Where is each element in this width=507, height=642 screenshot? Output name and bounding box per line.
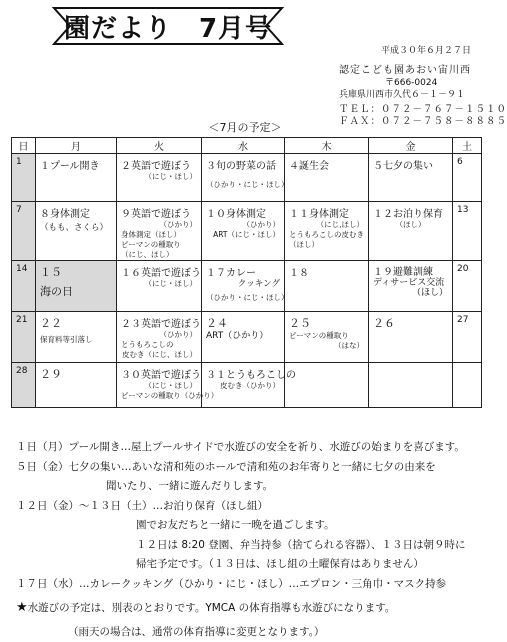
cell-tue xyxy=(117,363,202,408)
cell-wed xyxy=(202,261,285,312)
cell-sun xyxy=(12,312,36,363)
day-number: １５ xyxy=(36,261,116,280)
day-number: 28 xyxy=(12,363,35,379)
cell-tue xyxy=(117,312,202,363)
title-banner xyxy=(52,6,284,46)
header-thu: 木 xyxy=(285,138,369,154)
note-text: 水遊びの予定は、別表のとおりです。YMCA の体育指導も水遊びになります。 xyxy=(28,602,396,614)
event-text: １プール開き xyxy=(36,154,116,172)
day-number: 7 xyxy=(12,202,35,218)
note-line: ５日（金）七夕の集い…あいな清和苑のホールで清和苑のお年寄りと一緒に七夕の由来を xyxy=(16,458,486,478)
header-fri: 金 xyxy=(369,138,453,154)
event-text: ２英語で遊ぼう xyxy=(117,154,201,172)
cell-tue xyxy=(117,154,202,202)
header-tue: 火 xyxy=(117,138,202,154)
header-wed: 水 xyxy=(202,138,285,154)
cell-sat xyxy=(453,154,482,202)
event-sub: ピーマンの種取り（ひかり） xyxy=(117,391,201,401)
note-line: １７日（水）…カレークッキング（ひかり・にじ・ほし）…エプロン・三角巾・マスク持参 xyxy=(16,575,486,595)
event-text: １０身体測定 xyxy=(202,202,284,220)
event-text: １７カレー xyxy=(202,261,284,279)
event-text: １２お泊り保育 xyxy=(369,202,452,220)
event-sub: （ひかり） xyxy=(202,220,284,230)
cell-sun xyxy=(12,363,36,408)
cell-mon xyxy=(36,154,117,202)
header-sun: 日 xyxy=(12,138,36,154)
address: 兵庫県川西市久代６－１－９１ xyxy=(339,89,465,101)
day-number: 13 xyxy=(453,202,481,218)
page-title: 園だより 7月号 xyxy=(52,6,284,46)
week-row xyxy=(12,154,482,202)
event-text: ３旬の野菜の話 xyxy=(202,154,284,172)
event-text: ２４ xyxy=(202,312,284,331)
cell-fri xyxy=(369,154,453,202)
event-sub: （にじ・ほし） xyxy=(117,279,201,289)
cell-sun xyxy=(12,154,36,202)
day-number: 6 xyxy=(453,154,481,170)
event-text: ３１とうもろこしの xyxy=(202,363,284,381)
tel: ＴＥＬ：０７２－７６７－１５１０ xyxy=(339,101,507,115)
note-line: 聞いたり、一緒に遊んだりします。 xyxy=(16,477,486,497)
event-sub: （ひかり・にじ・ほし） xyxy=(202,293,284,303)
cell-fri xyxy=(369,261,453,312)
cell-sat xyxy=(453,363,482,408)
cell-fri xyxy=(369,312,453,363)
day-number: 1 xyxy=(12,154,35,170)
event-sub: とうもろこしの xyxy=(117,340,201,350)
issue-date: 平成３０年６月２７日 xyxy=(381,45,471,57)
day-number: 20 xyxy=(453,261,481,277)
cell-fri xyxy=(369,202,453,261)
cell-mon xyxy=(36,363,117,408)
event-text: ２５ xyxy=(285,312,368,331)
event-sub: （ほし） xyxy=(369,220,452,230)
event-text: ２６ xyxy=(369,312,452,331)
cell-thu xyxy=(285,312,369,363)
notes-section xyxy=(16,438,486,642)
event-text: １８ xyxy=(285,261,368,279)
day-number: 21 xyxy=(12,312,35,328)
org-name: 認定こども園あおい宙川西 xyxy=(339,61,471,76)
cell-tue xyxy=(117,202,202,261)
event-sub: クッキング xyxy=(202,279,284,289)
cell-wed xyxy=(202,202,285,261)
header-mon: 月 xyxy=(36,138,117,154)
event-sub: （はな） xyxy=(285,341,368,351)
note-line: １日（月）プール開き…屋上プールサイドで水遊びの安全を祈り、水遊びの始まりを喜びます。 xyxy=(16,438,486,458)
cell-wed xyxy=(202,154,285,202)
note-line: （雨天の場合は、通常の体育指導に変更となります。） xyxy=(16,623,486,642)
cell-thu xyxy=(285,363,369,408)
event-sub: （ほし） xyxy=(369,288,452,298)
note-line: １２日は 8:20 登園、弁当持参（捨てられる容器）、１３日は朝９時に xyxy=(16,536,486,556)
calendar-title: ＜7月の予定＞ xyxy=(0,119,490,135)
week-row xyxy=(12,202,482,261)
week-row xyxy=(12,261,482,312)
cell-sun xyxy=(12,202,36,261)
event-sub: （にじ,ほし） xyxy=(285,220,368,230)
day-number: 14 xyxy=(12,261,35,277)
cell-wed xyxy=(202,312,285,363)
week-row xyxy=(12,363,482,408)
postal-code: 〒666-0024 xyxy=(385,77,437,89)
event-text: ４誕生会 xyxy=(285,154,368,172)
cell-fri xyxy=(369,363,453,408)
cell-sat xyxy=(453,312,482,363)
event-text: ２３英語で遊ぼう xyxy=(117,312,201,330)
event-sub: ART（にじ・ほし） xyxy=(202,230,284,240)
event-sub: とうもろこしの皮むき（ほし） xyxy=(285,230,368,250)
header-sat: 土 xyxy=(453,138,482,154)
cell-tue xyxy=(117,261,202,312)
event-sub: ピーマンの種取り xyxy=(285,331,368,341)
cell-wed xyxy=(202,363,285,408)
cell-sat xyxy=(453,202,482,261)
cell-mon xyxy=(36,202,117,261)
event-sub: ピーマンの種取り（にじ、ほし） xyxy=(117,240,187,260)
event-text: １９避難訓練 xyxy=(369,261,452,278)
cell-mon-holiday xyxy=(36,261,117,312)
cell-thu xyxy=(285,154,369,202)
event-text: ８身体測定 xyxy=(36,202,116,220)
note-line: １２日（金）～１３日（土）…お泊り保育（ほし組） xyxy=(16,497,486,517)
day-number: ２２ xyxy=(36,312,116,331)
cell-mon xyxy=(36,312,117,363)
event-text: ３０英語で遊ぼう xyxy=(117,363,201,381)
event-sub: 身体測定（ほし） xyxy=(117,230,201,240)
calendar-table xyxy=(11,137,482,408)
holiday-name: 海の日 xyxy=(36,280,116,299)
note-line: 園でお友だちと一緒に一晩を過ごします。 xyxy=(16,516,486,536)
cell-sat xyxy=(453,261,482,312)
event-sub: （ひかり・にじ・ほし） xyxy=(202,180,284,190)
star-icon: ★ xyxy=(16,600,28,615)
day-number: 27 xyxy=(453,312,481,328)
event-sub: （にじ・ほし） xyxy=(117,172,201,182)
cell-sun xyxy=(12,261,36,312)
event-sub: （ひかり） xyxy=(117,330,201,340)
event-text: ５七夕の集い xyxy=(369,154,452,172)
note-line: 帰宅予定です。（１３日は、ほし組の土曜保育はありません） xyxy=(16,555,486,575)
cell-thu xyxy=(285,261,369,312)
cell-thu xyxy=(285,202,369,261)
event-sub: 皮むき（にじ、ほし） xyxy=(117,350,201,360)
note-line-star xyxy=(16,598,486,619)
event-text: １６英語で遊ぼう xyxy=(117,261,201,279)
event-text: ９英語で遊ぼう xyxy=(117,202,201,220)
event-sub: 皮むき（ひかり） xyxy=(202,381,284,391)
event-sub: 保育料等引落し xyxy=(36,335,116,345)
event-sub: （ひかり） xyxy=(117,220,201,230)
event-sub: （にじ・ほし） xyxy=(117,381,201,391)
fax: ＦＡＸ：０７２－７５８－８８８５ xyxy=(339,113,507,127)
event-sub: ART（ひかり） xyxy=(202,331,284,341)
event-sub: （もも、さくら） xyxy=(36,223,116,233)
event-sub: ディサービス交流 xyxy=(369,278,452,288)
event-text: １１身体測定 xyxy=(285,202,368,220)
calendar-header-row xyxy=(12,138,482,154)
week-row xyxy=(12,312,482,363)
event-text: ２９ xyxy=(36,363,116,382)
